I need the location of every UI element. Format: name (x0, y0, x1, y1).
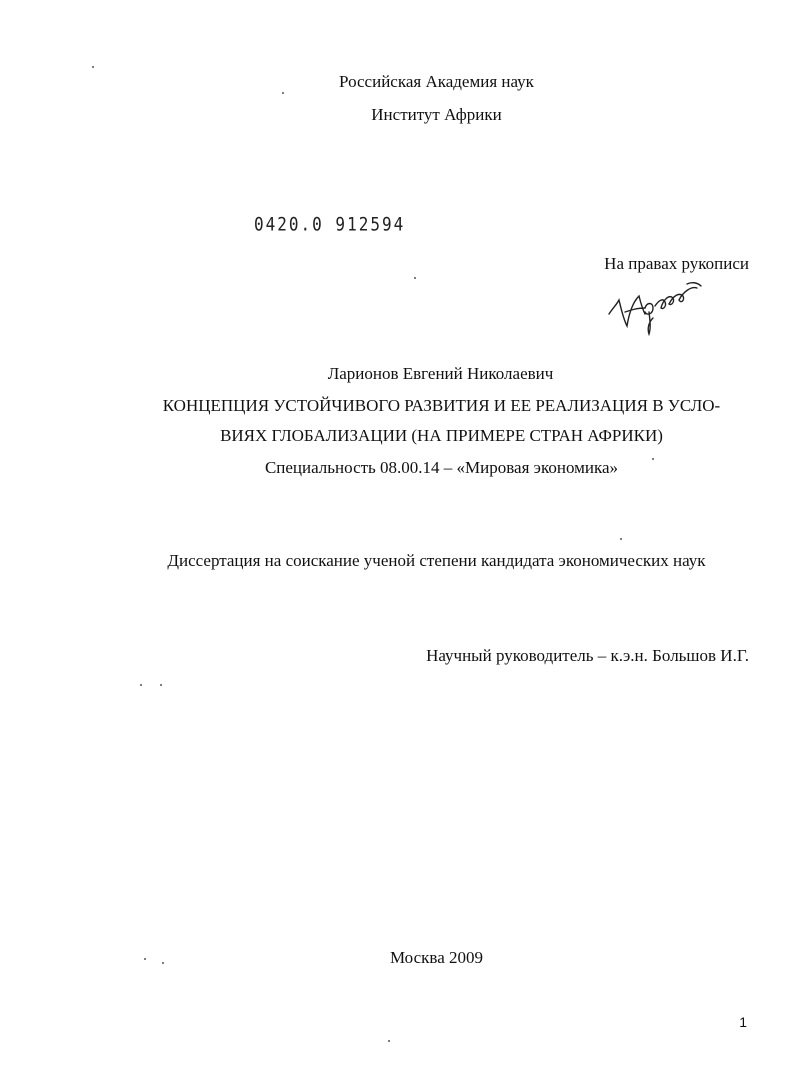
scan-speck (92, 66, 94, 68)
scan-speck (388, 1040, 390, 1042)
rights-note: На правах рукописи (604, 254, 749, 273)
city-year: Москва 2009 (389, 948, 484, 967)
institute-name: Институт Африки (371, 105, 502, 124)
specialty: Специальность 08.00.14 – «Мировая экономика» (264, 458, 619, 477)
scan-speck (140, 684, 142, 686)
handwritten-signature (605, 278, 705, 336)
author-name: Ларионов Евгений Николаевич (327, 364, 554, 383)
thesis-title-line-2: ВИЯХ ГЛОБАЛИЗАЦИИ (НА ПРИМЕРЕ СТРАН АФРИКИ) (220, 426, 663, 445)
scan-speck (282, 92, 284, 94)
page-number: 1 (739, 1014, 747, 1030)
scan-speck (620, 538, 622, 540)
dissertation-note: Диссертация на соискание ученой степени кандидата экономических наук (167, 551, 706, 570)
scan-speck (160, 684, 162, 686)
scan-speck (414, 277, 416, 279)
thesis-title-line-1: КОНЦЕПЦИЯ УСТОЙЧИВОГО РАЗВИТИЯ И ЕЕ РЕАЛИЗАЦИЯ В УСЛО- (162, 396, 721, 415)
scan-speck (144, 958, 146, 960)
scan-speck (162, 962, 164, 964)
library-stamp: 0420.0 912594 (254, 213, 406, 235)
scan-speck (652, 458, 654, 460)
supervisor: Научный руководитель – к.э.н. Большов И.Г. (426, 646, 749, 665)
organization-name: Российская Академия наук (339, 72, 534, 91)
